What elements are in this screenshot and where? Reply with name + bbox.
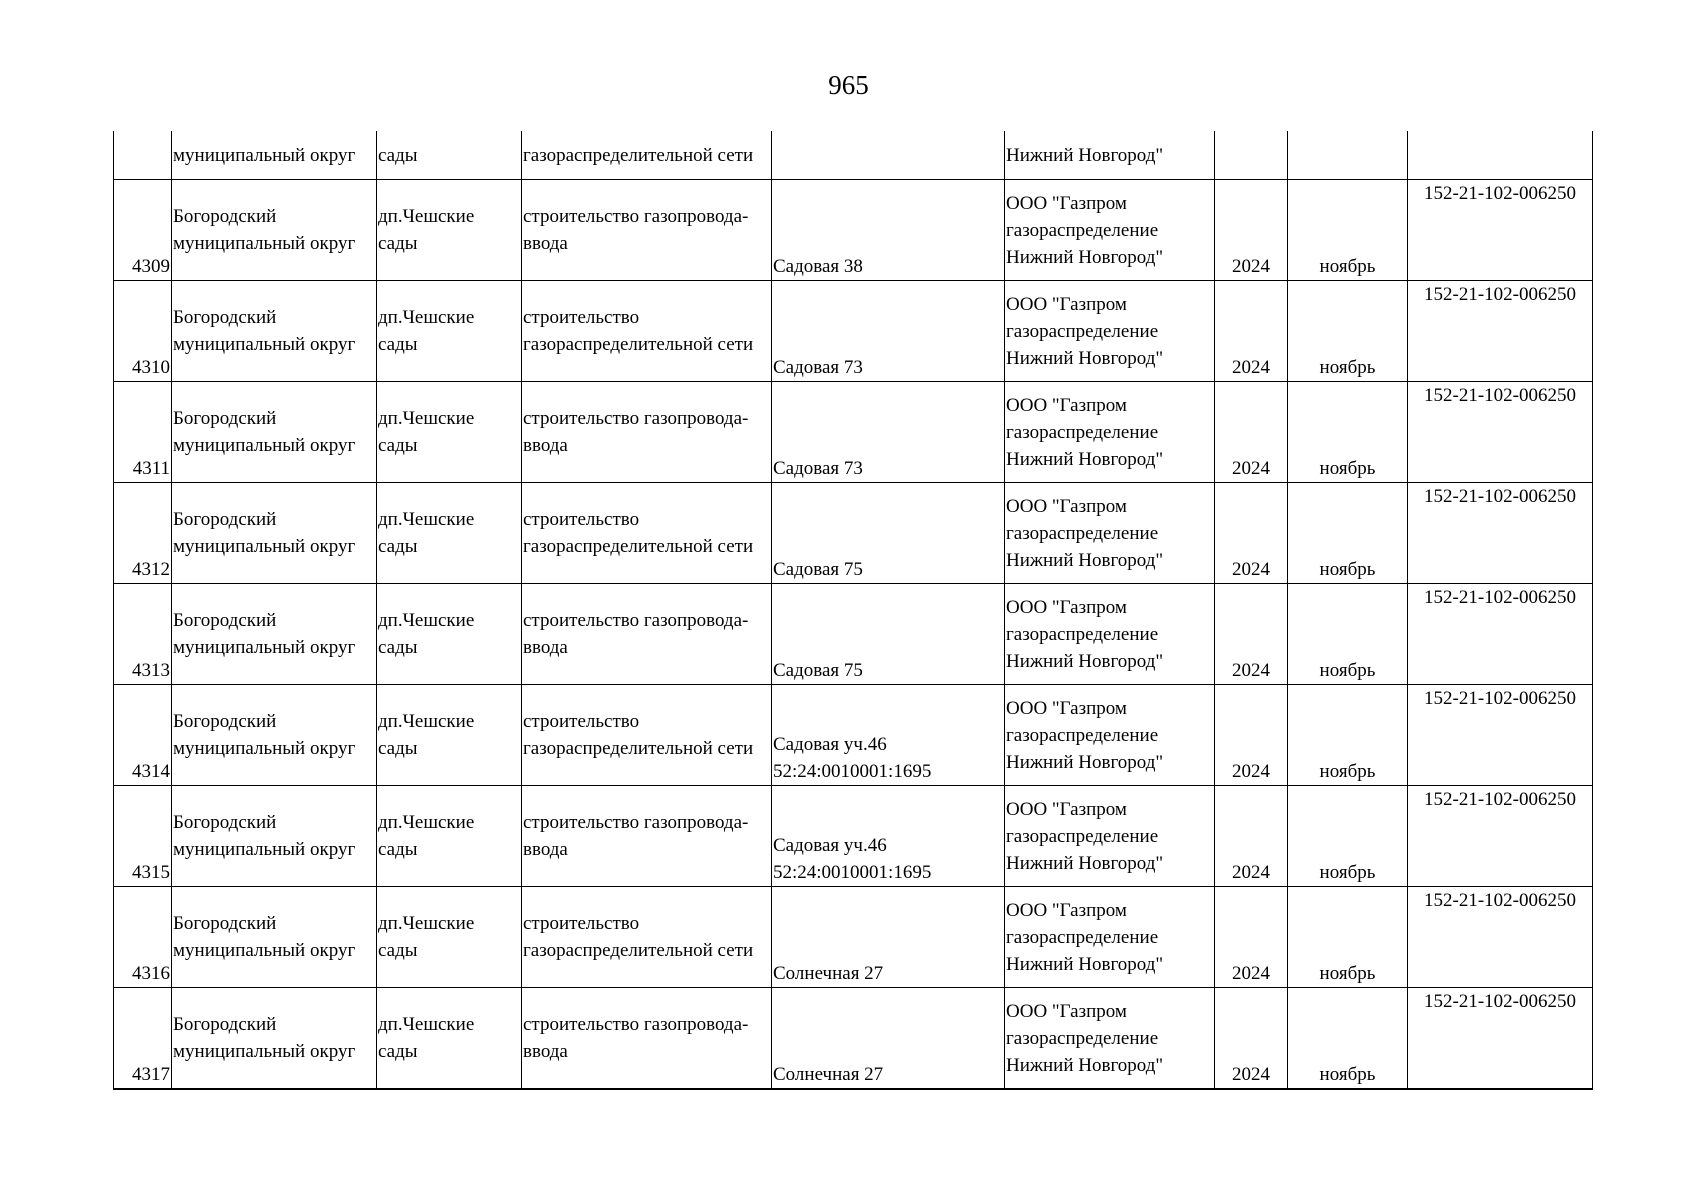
cell-district-line: Богородский: [173, 610, 277, 631]
cell-district: муниципальный округ: [172, 131, 377, 180]
gas-network-table: [113, 131, 1593, 1090]
cell-address-line: 52:24:0010001:1695: [773, 761, 932, 782]
cell-address-line: Садовая уч.46: [773, 835, 887, 856]
cell-address: [772, 131, 1005, 180]
cell-district-line: Богородский: [173, 408, 277, 429]
cell-org-line: газораспределение: [1006, 623, 1159, 645]
cell-locality: [377, 685, 522, 786]
cell-locality-line: дп.Чешские: [378, 307, 475, 328]
cell-locality-line: дп.Чешские: [378, 711, 475, 732]
cell-month: ноябрь: [1288, 483, 1408, 584]
cell-district-line: муниципальный округ: [173, 536, 356, 557]
cell-locality-line: дп.Чешские: [378, 206, 475, 227]
cell-district-line: муниципальный округ: [173, 435, 356, 456]
cell-year: 2024: [1215, 988, 1288, 1090]
cell-org-line: Нижний Новгород": [1006, 953, 1164, 975]
cell-permit: 152-21-102-006250: [1408, 988, 1593, 1090]
cell-address-line: Садовая 73: [773, 458, 863, 479]
cell-address-line: Садовая 73: [773, 357, 863, 378]
cell-work: [522, 988, 772, 1090]
cell-work-line: ввода: [523, 233, 568, 254]
table-row: [114, 685, 1593, 786]
cell-work: [522, 685, 772, 786]
cell-district: [172, 483, 377, 584]
cell-permit: 152-21-102-006250: [1408, 685, 1593, 786]
cell-work-line: ввода: [523, 839, 568, 860]
cell-work: [522, 483, 772, 584]
cell-locality-line: дп.Чешские: [378, 610, 475, 631]
cell-org-line: газораспределение: [1006, 219, 1159, 241]
cell-address-line: Садовая 38: [773, 256, 863, 277]
cell-district-line: Богородский: [173, 711, 277, 732]
cell-num: 4314: [114, 685, 172, 786]
cell-year: 2024: [1215, 483, 1288, 584]
cell-work-line: строительство: [523, 711, 640, 732]
cell-address: [772, 584, 1005, 685]
cell-num: 4315: [114, 786, 172, 887]
cell-district-line: Богородский: [173, 307, 277, 328]
cell-org-line: ООО "Газпром: [1006, 798, 1127, 820]
cell-month: ноябрь: [1288, 988, 1408, 1090]
cell-year: 2024: [1215, 281, 1288, 382]
cell-district: [172, 685, 377, 786]
cell-district-line: муниципальный округ: [173, 738, 356, 759]
cell-address-line: Садовая 75: [773, 660, 863, 681]
cell-locality: [377, 382, 522, 483]
cell-month: [1288, 131, 1408, 180]
cell-locality: [377, 988, 522, 1090]
cell-org: [1005, 483, 1215, 584]
cell-org: [1005, 685, 1215, 786]
cell-year: 2024: [1215, 887, 1288, 988]
cell-org-line: Нижний Новгород": [1006, 549, 1164, 571]
cell-work-line: строительство газопровода-: [523, 812, 749, 833]
cell-district: [172, 988, 377, 1090]
cell-org-line: ООО "Газпром: [1006, 899, 1127, 921]
cell-permit: 152-21-102-006250: [1408, 281, 1593, 382]
table-row: [114, 887, 1593, 988]
cell-address: [772, 483, 1005, 584]
cell-org: [1005, 887, 1215, 988]
cell-district-line: Богородский: [173, 509, 277, 530]
table-body: [114, 131, 1593, 1089]
cell-year: 2024: [1215, 382, 1288, 483]
cell-permit: 152-21-102-006250: [1408, 382, 1593, 483]
cell-work-line: газораспределительной сети: [523, 334, 754, 355]
cell-district-line: Богородский: [173, 206, 277, 227]
cell-org-line: ООО "Газпром: [1006, 1000, 1127, 1022]
cell-work-line: газораспределительной сети: [523, 940, 754, 961]
cell-locality-line: дп.Чешские: [378, 913, 475, 934]
cell-org-line: Нижний Новгород": [1006, 852, 1164, 874]
cell-year: 2024: [1215, 180, 1288, 281]
cell-num: 4311: [114, 382, 172, 483]
cell-locality-line: дп.Чешские: [378, 1014, 475, 1035]
cell-org: [1005, 382, 1215, 483]
cell-work-line: строительство: [523, 913, 640, 934]
cell-district-line: муниципальный округ: [173, 637, 356, 658]
page-number: 965: [828, 70, 869, 100]
table-row: [114, 180, 1593, 281]
cell-address-line: Солнечная 27: [773, 963, 884, 984]
cell-address-line: Садовая уч.46: [773, 734, 887, 755]
cell-org-line: ООО "Газпром: [1006, 394, 1127, 416]
cell-address-line: Солнечная 27: [773, 1064, 884, 1085]
table-row: [114, 786, 1593, 887]
cell-year: 2024: [1215, 584, 1288, 685]
cell-permit: 152-21-102-006250: [1408, 180, 1593, 281]
cell-district: [172, 180, 377, 281]
cell-work-line: газораспределительной сети: [523, 536, 754, 557]
cell-org-line: ООО "Газпром: [1006, 192, 1127, 214]
cell-org-line: ООО "Газпром: [1006, 293, 1127, 315]
cell-district-line: муниципальный округ: [173, 1041, 356, 1062]
cell-org: Нижний Новгород": [1005, 131, 1215, 180]
cell-org-line: газораспределение: [1006, 320, 1159, 342]
cell-work-line: строительство газопровода-: [523, 408, 749, 429]
cell-address: [772, 281, 1005, 382]
cell-locality-line: сады: [378, 1041, 418, 1062]
cell-district-line: Богородский: [173, 1014, 277, 1035]
cell-num: 4309: [114, 180, 172, 281]
cell-locality: сады: [377, 131, 522, 180]
cell-work: газораспределительной сети: [522, 131, 772, 180]
cell-month: ноябрь: [1288, 180, 1408, 281]
table-row: [114, 483, 1593, 584]
cell-address-line: 52:24:0010001:1695: [773, 862, 932, 883]
cell-address: [772, 786, 1005, 887]
cell-work: [522, 180, 772, 281]
cell-permit: 152-21-102-006250: [1408, 483, 1593, 584]
cell-address: [772, 887, 1005, 988]
cell-district: [172, 887, 377, 988]
cell-work-line: ввода: [523, 1041, 568, 1062]
cell-org: [1005, 786, 1215, 887]
cell-locality: [377, 180, 522, 281]
cell-org-line: Нижний Новгород": [1006, 650, 1164, 672]
cell-work-line: строительство газопровода-: [523, 206, 749, 227]
cell-org-line: Нижний Новгород": [1006, 448, 1164, 470]
cell-district-line: муниципальный округ: [173, 334, 356, 355]
cell-work: [522, 281, 772, 382]
cell-district-line: Богородский: [173, 913, 277, 934]
cell-district-line: Богородский: [173, 812, 277, 833]
cell-month: ноябрь: [1288, 382, 1408, 483]
cell-permit: 152-21-102-006250: [1408, 786, 1593, 887]
table-row: [114, 281, 1593, 382]
cell-locality: [377, 887, 522, 988]
cell-org-line: Нижний Новгород": [1006, 246, 1164, 268]
cell-org-line: ООО "Газпром: [1006, 495, 1127, 517]
cell-locality-line: сады: [378, 637, 418, 658]
cell-address: [772, 988, 1005, 1090]
cell-org-line: газораспределение: [1006, 825, 1159, 847]
cell-org-line: ООО "Газпром: [1006, 596, 1127, 618]
cell-locality-line: дп.Чешские: [378, 509, 475, 530]
cell-month: ноябрь: [1288, 685, 1408, 786]
cell-work: [522, 584, 772, 685]
cell-org: [1005, 281, 1215, 382]
cell-locality-line: дп.Чешские: [378, 408, 475, 429]
cell-org-line: газораспределение: [1006, 1027, 1159, 1049]
cell-work-line: ввода: [523, 637, 568, 658]
cell-district-line: муниципальный округ: [173, 940, 356, 961]
cell-num: [114, 131, 172, 180]
cell-num: 4313: [114, 584, 172, 685]
cell-address: [772, 685, 1005, 786]
cell-org-line: газораспределение: [1006, 926, 1159, 948]
cell-org-line: Нижний Новгород": [1006, 751, 1164, 773]
cell-locality-line: сады: [378, 233, 418, 254]
cell-month: ноябрь: [1288, 786, 1408, 887]
cell-month: ноябрь: [1288, 281, 1408, 382]
cell-district: [172, 786, 377, 887]
cell-num: 4317: [114, 988, 172, 1090]
cell-num: 4310: [114, 281, 172, 382]
cell-district-line: муниципальный округ: [173, 839, 356, 860]
cell-locality-line: дп.Чешские: [378, 812, 475, 833]
cell-year: [1215, 131, 1288, 180]
cell-work-line: строительство: [523, 509, 640, 530]
continuation-row: [114, 131, 1593, 180]
cell-district: [172, 382, 377, 483]
table-row: [114, 584, 1593, 685]
cell-district: [172, 584, 377, 685]
cell-org-line: Нижний Новгород": [1006, 347, 1164, 369]
cell-num: 4316: [114, 887, 172, 988]
cell-work-line: газораспределительной сети: [523, 738, 754, 759]
cell-work-line: строительство газопровода-: [523, 610, 749, 631]
cell-permit: 152-21-102-006250: [1408, 584, 1593, 685]
cell-org: [1005, 988, 1215, 1090]
cell-work-line: ввода: [523, 435, 568, 456]
cell-work-line: строительство газопровода-: [523, 1014, 749, 1035]
cell-locality: [377, 483, 522, 584]
cell-org-line: газораспределение: [1006, 522, 1159, 544]
cell-locality-line: сады: [378, 536, 418, 557]
cell-work: [522, 887, 772, 988]
cell-org-line: Нижний Новгород": [1006, 1054, 1164, 1076]
cell-locality: [377, 786, 522, 887]
table-row: [114, 382, 1593, 483]
cell-org-line: газораспределение: [1006, 724, 1159, 746]
cell-org: [1005, 180, 1215, 281]
cell-permit: [1408, 131, 1593, 180]
cell-year: 2024: [1215, 685, 1288, 786]
cell-work: [522, 786, 772, 887]
cell-locality-line: сады: [378, 435, 418, 456]
table-row: [114, 988, 1593, 1090]
cell-permit: 152-21-102-006250: [1408, 887, 1593, 988]
cell-work: [522, 382, 772, 483]
cell-locality: [377, 281, 522, 382]
cell-address: [772, 382, 1005, 483]
cell-month: ноябрь: [1288, 584, 1408, 685]
cell-district: [172, 281, 377, 382]
cell-org-line: газораспределение: [1006, 421, 1159, 443]
cell-locality: [377, 584, 522, 685]
cell-locality-line: сады: [378, 940, 418, 961]
cell-work-line: строительство: [523, 307, 640, 328]
cell-num: 4312: [114, 483, 172, 584]
cell-address-line: Садовая 75: [773, 559, 863, 580]
cell-address: [772, 180, 1005, 281]
cell-locality-line: сады: [378, 738, 418, 759]
cell-month: ноябрь: [1288, 887, 1408, 988]
cell-district-line: муниципальный округ: [173, 233, 356, 254]
cell-locality-line: сады: [378, 334, 418, 355]
cell-year: 2024: [1215, 786, 1288, 887]
cell-org: [1005, 584, 1215, 685]
cell-locality-line: сады: [378, 839, 418, 860]
cell-org-line: ООО "Газпром: [1006, 697, 1127, 719]
